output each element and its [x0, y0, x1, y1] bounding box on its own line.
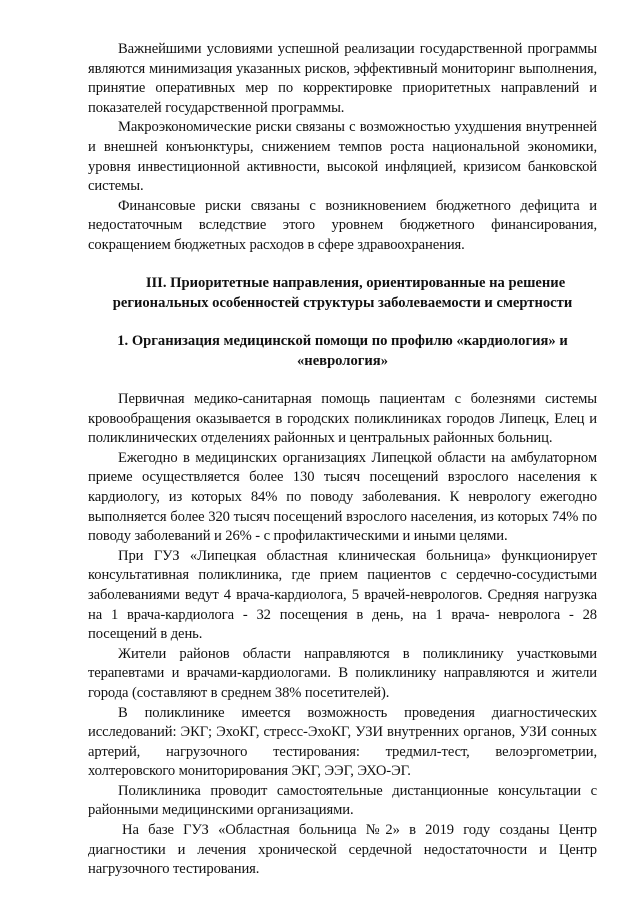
paragraph-heart-failure-center: На базе ГУЗ «Областная больница №2» в 2019 году созданы Центр диагностики и лечения хронической сердечной недостаточности и Центр нагрузочного тестирования.	[88, 822, 597, 878]
section-heading-line-1: III. Приоритетные направления, ориентированные на решение	[145, 275, 566, 291]
paragraph-regional-hospital: При ГУЗ «Липецкая областная клиническая больница» функционирует консультативная поликлиника, где прием пациентов с сердечно-сосудистыми заболеваниями ведут 4 врача-кардиолога, 5 врачей-неврологов. Средняя нагрузка на 1 врача-кардиолога - 32 посещения в день, на 1 врача- невролога - 28 посещений в день.	[88, 547, 597, 643]
paragraph-financial-risks: Финансовые риски связаны с возникновением бюджетного дефицита и недостаточным вследствие этого уровнем бюджетного финансирования, сокращением бюджетных расходов в сфере здравоохранения.	[88, 197, 597, 253]
paragraph-macroeconomic-risks: Макроэкономические риски связаны с возможностью ухудшения внутренней и внешней конъюнктуры, снижением темпов роста национальной экономики, уровня инвестиционной активности, высокой инфляцией, кризисом банковской системы.	[88, 119, 597, 195]
paragraph-annual-visits: Ежегодно в медицинских организациях Липецкой области на амбулаторном приеме осуществляется более 130 тысяч посещений взрослого населения к кардиологу, из которых 84% по поводу заболевания. К неврологу ежегодно выполняется более 320 тысяч посещений взрослого населения, из которых 74% по поводу заболеваний и 26% - с профилактическими и иными целями.	[88, 449, 597, 545]
subsection-heading-line-2: «неврология»	[297, 352, 388, 369]
paragraph-primary-care: Первичная медико-санитарная помощь пациентам с болезнями системы кровообращения оказывается в городских поликлиниках городов Липецк, Елец и поликлинических отделениях районных и центральных районных больниц.	[88, 391, 597, 447]
intro-section	[88, 40, 597, 256]
paragraph-remote-consultations: Поликлиника проводит самостоятельные дистанционные консультации с районными медицинскими организациями.	[88, 782, 597, 819]
body-section	[88, 390, 597, 880]
paragraph-referrals: Жители районов области направляются в поликлинику участковыми терапевтами и врачами-кардиологами. В поликлинику направляются и жители города (составляют в среднем 38% посетителей).	[88, 645, 597, 701]
paragraph-diagnostics: В поликлинике имеется возможность проведения диагностических исследований: ЭКГ; ЭхоКГ, стресс-ЭхоКГ, УЗИ внутренних органов, УЗИ сонных артерий, нагрузочного тестирования: тредмил-тест, велоэргометрии, холтеровского мониторирования ЭКГ, ЭЭГ, ЭХО-ЭГ.	[88, 704, 597, 780]
subsection-heading	[88, 332, 597, 371]
section-heading	[88, 274, 597, 313]
section-heading-line-2: региональных особенностей структуры заболеваемости и смертности	[112, 294, 573, 311]
paragraph-success-conditions: Важнейшими условиями успешной реализации государственной программы являются минимизация указанных рисков, эффективный мониторинг выполнения, принятие оперативных мер по корректировке приоритетных направлений и показателей государственной программы.	[88, 41, 597, 116]
subsection-heading-line-1: 1. Организация медицинской помощи по профилю «кардиология» и	[117, 333, 568, 349]
